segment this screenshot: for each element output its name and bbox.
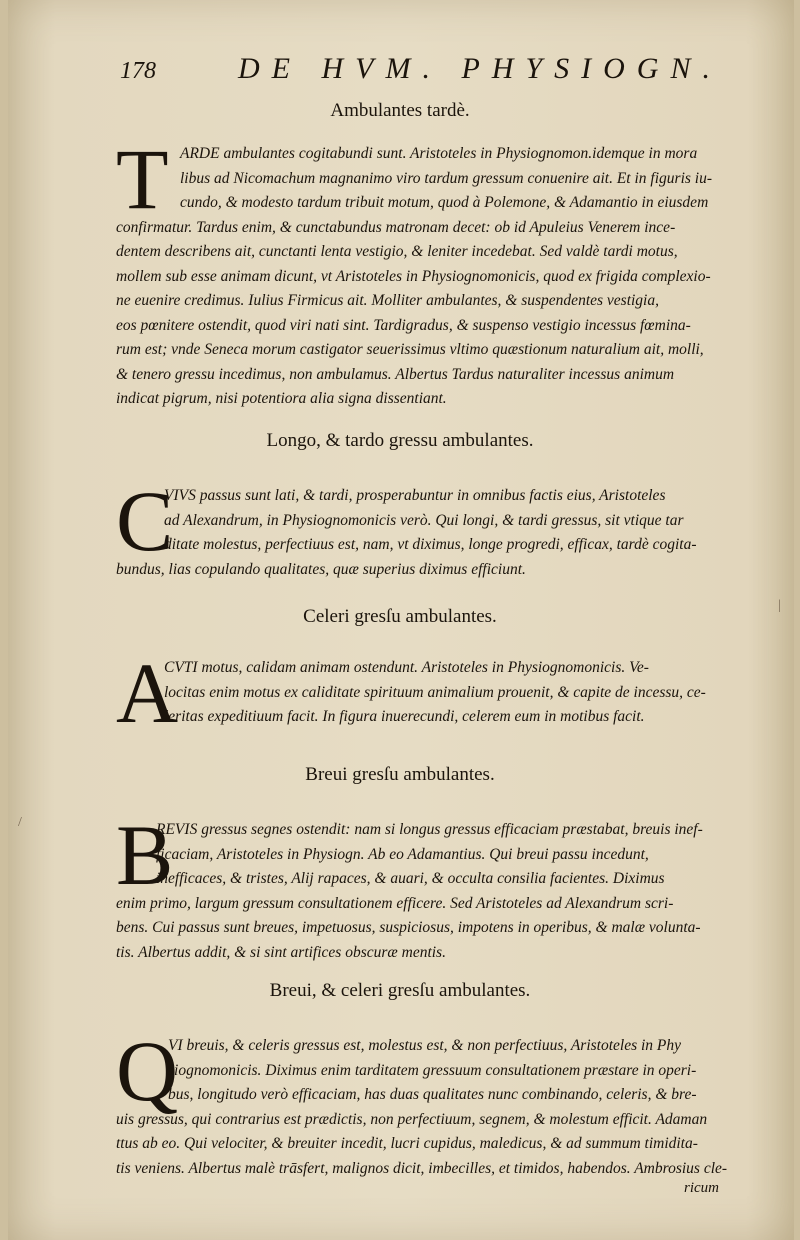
drop-cap: T xyxy=(116,131,169,227)
text-line: cundo, & modesto tardum tribuit motum, quod à Polemone, & Adamantio in eiusdem xyxy=(180,194,709,211)
text-line: REVIS gressus segnes ostendit: nam si longus gressus efficaciam præstabat, breuis inef- xyxy=(156,821,703,838)
section-heading: Longo, & tardo gressu ambulantes. xyxy=(266,430,534,451)
text-line: inefficaces, & tristes, Alij rapaces, & auari, & occulta consilia facientes. Diximus xyxy=(156,870,665,887)
text-line: bus, longitudo verò efficaciam, has duas qualitates nunc combinando, celeris, & bre- xyxy=(168,1086,697,1103)
drop-cap: A xyxy=(116,645,179,741)
text-line: leritas expeditiuum facit. In figura inuerecundi, celerem eum in motibus facit. xyxy=(164,708,645,725)
text-line: ne euenire credimus. Iulius Firmicus ait. Molliter ambulantes, & suspendentes vestigia, xyxy=(116,292,659,309)
text-line: bens. Cui passus sunt breues, impetuosus, suspiciosus, impotens in operibus, & malæ volunta- xyxy=(116,919,701,936)
drop-cap: B xyxy=(116,807,174,903)
text-line: siognomonicis. Diximus enim tarditatem gressuum consultationem præstare in operi- xyxy=(168,1061,697,1079)
section-heading: Ambulantes tardè. xyxy=(330,100,470,121)
text-line: indicat pigrum, nisi potentiora alia signa dissentiant. xyxy=(116,390,447,407)
text-line: mollem sub esse animam dicunt, vt Aristoteles in Physiognomonicis, quod ex frigida complexio- xyxy=(116,267,711,285)
catchword: ricum xyxy=(684,1180,719,1196)
book-page xyxy=(8,0,794,1240)
section-heading: Breui, & celeri gresſu ambulantes. xyxy=(269,980,531,1001)
drop-cap: Q xyxy=(116,1023,179,1119)
running-title: DE HVM. PHYSIOGN. xyxy=(238,52,722,85)
section-heading: Celeri gresſu ambulantes. xyxy=(303,606,497,627)
text-line: tis veniens. Albertus malè trāsfert, malignos dicit, imbecilles, et timidos, habendos. Ambrosius cle- xyxy=(116,1159,728,1177)
text-line: ditate molestus, perfectiuus est, nam, vt diximus, longe progredi, efficax, tardè cogita- xyxy=(164,536,697,553)
margin-tick-mark: | xyxy=(778,598,781,613)
text-line: eos pœnitere ostendit, quod viri nati sint. Tardigradus, & suspenso vestigio incessus fœmina- xyxy=(116,316,691,334)
text-line: ttus ab eo. Qui velociter, & breuiter incedit, lucri cupidus, maledicus, & ad summum timidita- xyxy=(116,1135,698,1152)
text-line: uis gressus, qui contrarius est prædictis, non perfectiuum, segnem, & molestum efficit. Adaman xyxy=(116,1110,708,1128)
page-number: 178 xyxy=(120,58,156,84)
text-line: enim primo, largum gressum consultationem efficere. Sed Aristoteles ad Alexandrum scri- xyxy=(116,894,674,912)
text-line: tis. Albertus addit, & si sint artifices obscuræ mentis. xyxy=(116,943,446,961)
text-line: ficaciam, Aristoteles in Physiogn. Ab eo Adamantius. Qui breui passu incedunt, xyxy=(156,845,649,863)
text-line: rum est; vnde Seneca morum castigator seuerissimus vltimo quæstionum naturalium ait, molli, xyxy=(116,341,704,358)
text-line: VI breuis, & celeris gressus est, molestus est, & non perfectiuus, Aristoteles in Phy xyxy=(168,1037,682,1054)
section-heading: Breui gresſu ambulantes. xyxy=(305,764,495,785)
text-line: bundus, lias copulando qualitates, quæ superius diximus efficiunt. xyxy=(116,560,526,578)
text-line: locitas enim motus ex caliditate spirituum animalium prouenit, & capite de incessu, ce- xyxy=(164,683,706,701)
margin-tick-mark: / xyxy=(18,815,22,830)
text-line: libus ad Nicomachum magnanimo viro tardum gressum conuenire ait. Et in figuris iu- xyxy=(180,169,712,187)
text-line: CVTI motus, calidam animam ostendunt. Aristoteles in Physiognomonicis. Ve- xyxy=(164,659,649,676)
text-line: VIVS passus sunt lati, & tardi, prosperabuntur in omnibus factis eius, Aristoteles xyxy=(164,487,666,504)
page-header xyxy=(108,52,722,92)
text-line: & tenero gressu incedimus, non ambulamus. Albertus Tardus naturaliter incessus animum xyxy=(116,365,675,383)
text-line: confirmatur. Tardus enim, & cunctabundus matronam decet: ob id Apuleius Venerem ince- xyxy=(116,218,676,236)
text-line: dentem describens ait, cunctanti lenta vestigio, & leniter incedebat. Sed valdè tardi motus, xyxy=(116,243,678,260)
text-line: ARDE ambulantes cogitabundi sunt. Aristoteles in Physiognomon.idemque in mora xyxy=(180,145,698,162)
drop-cap: C xyxy=(116,473,174,569)
text-line: ad Alexandrum, in Physiognomonicis verò. Qui longi, & tardi gressus, sit vtique tar xyxy=(164,511,684,529)
